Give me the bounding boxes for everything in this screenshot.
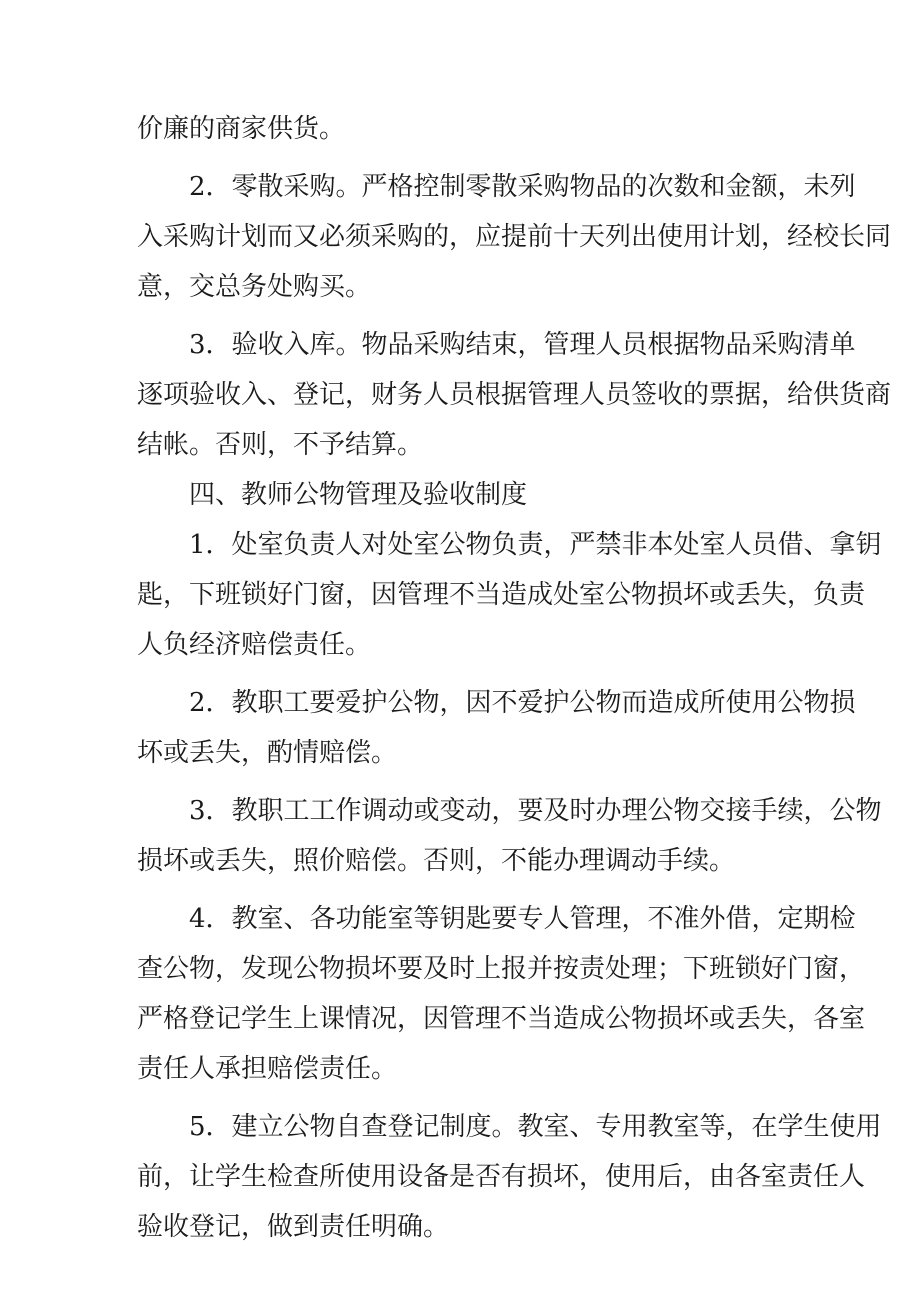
text-line: 价廉的商家供货。 bbox=[137, 114, 346, 144]
paragraph-purchase-3-line-1: 3．验收入库。物品采购结束，管理人员根据物品采购清单 bbox=[189, 330, 856, 360]
paragraph-purchase-3-line-3: 结帐。否则，不予结算。 bbox=[137, 430, 424, 460]
paragraph-asset-5-line-1: 5．建立公物自查登记制度。教室、专用教室等，在学生使用 bbox=[189, 1112, 882, 1142]
section-heading: 四、教师公物管理及验收制度 bbox=[189, 480, 528, 510]
paragraph-asset-5-line-3: 验收登记，做到责任明确。 bbox=[137, 1212, 450, 1242]
paragraph-asset-2-line-2: 坏或丢失，酌情赔偿。 bbox=[137, 738, 398, 768]
paragraph-asset-2-line-1: 2．教职工要爱护公物，因不爱护公物而造成所使用公物损 bbox=[189, 688, 856, 718]
paragraph-asset-4-line-1: 4．教室、各功能室等钥匙要专人管理，不准外借，定期检 bbox=[189, 904, 856, 934]
paragraph-purchase-3-line-2: 逐项验收入、登记，财务人员根据管理人员签收的票据，给供货商 bbox=[137, 380, 892, 410]
paragraph-asset-3-line-2: 损坏或丢失，照价赔偿。否则，不能办理调动手续。 bbox=[137, 846, 736, 876]
paragraph-asset-1-line-2: 匙，下班锁好门窗，因管理不当造成处室公物损坏或丢失，负责 bbox=[137, 580, 866, 610]
paragraph-asset-1-line-3: 人负经济赔偿责任。 bbox=[137, 630, 372, 660]
paragraph-asset-4-line-2: 查公物，发现公物损坏要及时上报并按责处理；下班锁好门窗， bbox=[137, 954, 866, 984]
paragraph-asset-3-line-1: 3．教职工工作调动或变动，要及时办理公物交接手续，公物 bbox=[189, 796, 882, 826]
paragraph-purchase-2-line-3: 意，交总务处购买。 bbox=[137, 272, 372, 302]
paragraph-purchase-2-line-1: 2．零散采购。严格控制零散采购物品的次数和金额，未列 bbox=[189, 172, 856, 202]
paragraph-asset-4-line-4: 责任人承担赔偿责任。 bbox=[137, 1054, 398, 1084]
paragraph-asset-4-line-3: 严格登记学生上课情况，因管理不当造成公物损坏或丢失，各室 bbox=[137, 1004, 866, 1034]
paragraph-asset-5-line-2: 前，让学生检查所使用设备是否有损坏，使用后，由各室责任人 bbox=[137, 1162, 866, 1192]
paragraph-asset-1-line-1: 1．处室负责人对处室公物负责，严禁非本处室人员借、拿钥 bbox=[189, 530, 882, 560]
paragraph-purchase-2-line-2: 入采购计划而又必须采购的，应提前十天列出使用计划，经校长同 bbox=[137, 222, 892, 252]
document-page bbox=[137, 104, 892, 1252]
